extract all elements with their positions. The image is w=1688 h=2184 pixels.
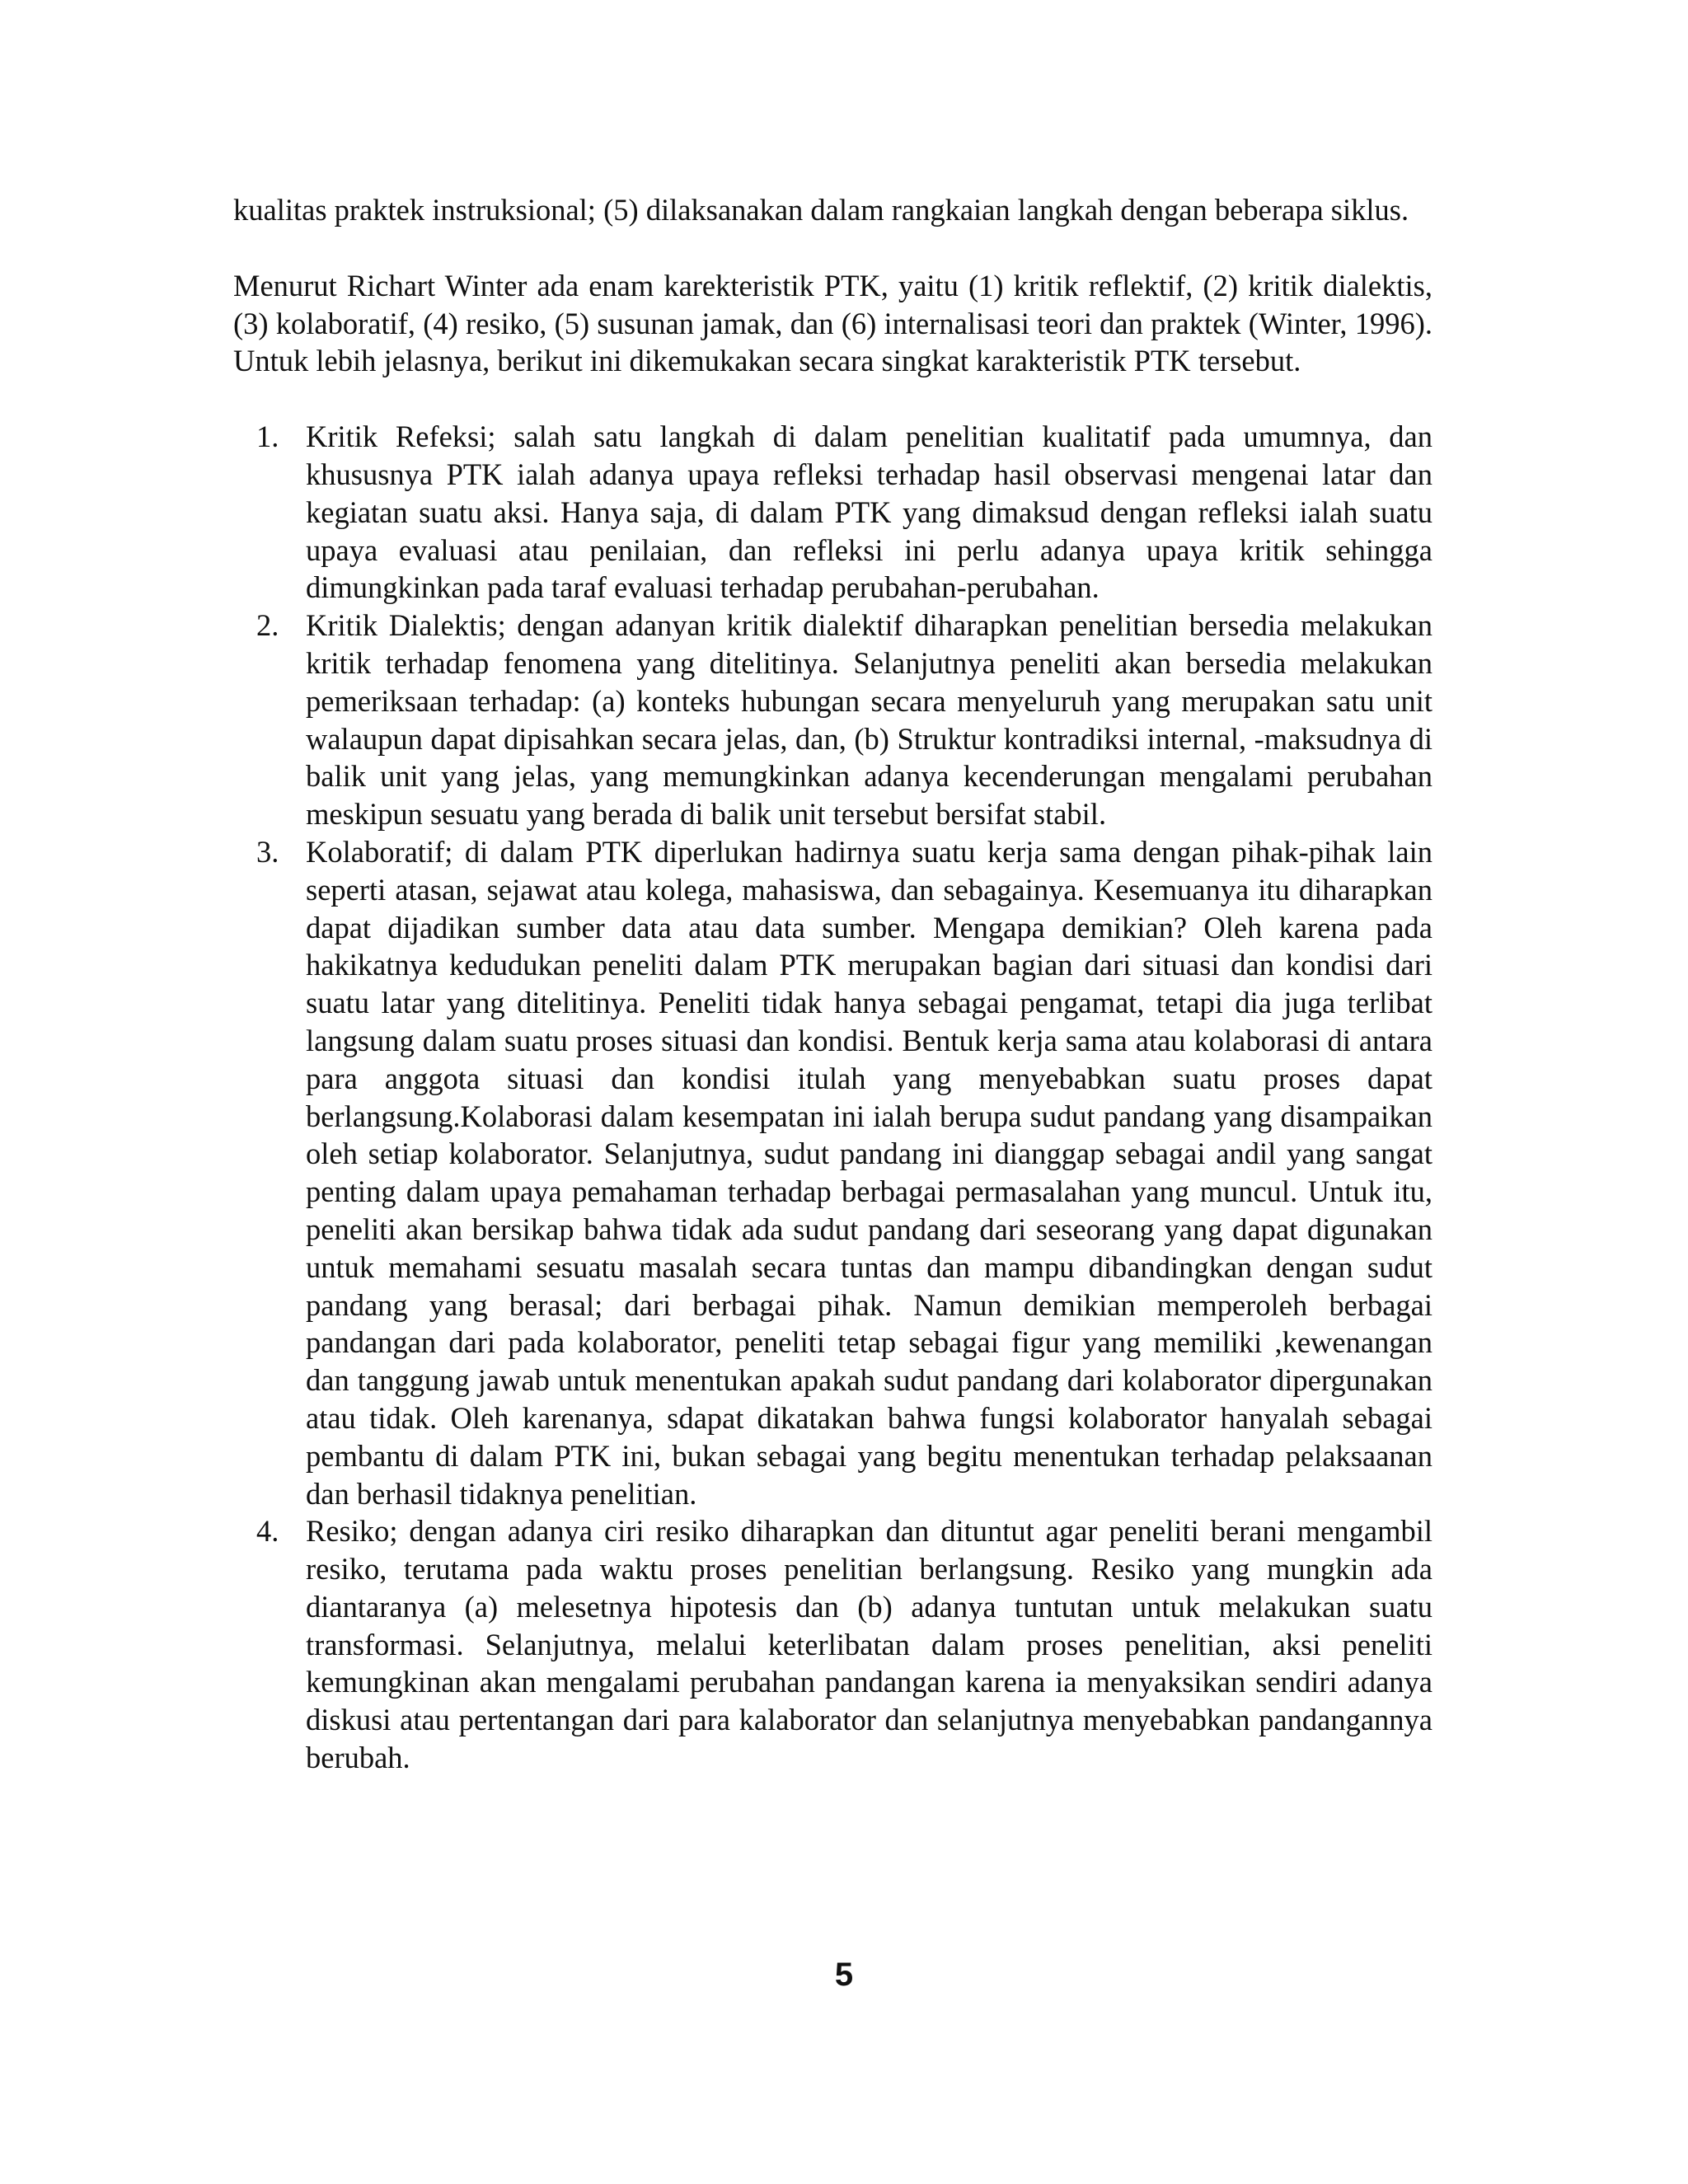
paragraph-continuation: kualitas praktek instruksional; (5) dilaksanakan dalam rangkaian langkah dengan beberapa siklus. <box>233 193 1409 227</box>
list-item <box>233 607 1432 833</box>
list-item <box>233 418 1432 607</box>
page-number: 5 <box>834 1957 854 1993</box>
list-item <box>233 833 1432 1512</box>
document-page <box>233 191 1432 1777</box>
list-item-text: Kolaboratif; di dalam PTK diperlukan hadirnya suatu kerja sama dengan pihak-pihak lain seperti atasan, sejawat atau kolega, mahasiswa, dan sebagainya. Kesemuanya itu diharapkan dapat dijadikan sumber data atau data sumber. Mengapa demikian? Oleh karena pada hakikatnya kedudukan peneliti dalam PTK merupakan bagian dari situasi dan kondisi dari suatu latar yang ditelitinya. Peneliti tidak hanya sebagai pengamat, tetapi dia juga terlibat langsung dalam suatu proses situasi dan kondisi. Bentuk kerja sama atau kolaborasi di antara para anggota situasi dan kondisi itulah yang menyebabkan suatu proses dapat berlangsung.Kolaborasi dalam kesempatan ini ialah berupa sudut pandang yang disampaikan oleh setiap kolaborator. Selanjutnya, sudut pandang ini dianggap sebagai andil yang sangat penting dalam upaya pemahaman terhadap berbagai permasalahan yang muncul. Untuk itu, peneliti akan bersikap bahwa tidak ada sudut pandang dari seseorang yang dapat digunakan untuk memahami sesuatu masalah secara tuntas dan mampu dibandingkan dengan sudut pandang yang berasal; dari berbagai pihak. Namun demikian memperoleh berbagai pandangan dari pada kolaborator, peneliti tetap sebagai figur yang memiliki ,kewenangan dan tanggung jawab untuk menentukan apakah sudut pandang dari kolaborator dipergunakan atau tidak. Oleh karenanya, sdapat dikatakan bahwa fungsi kolaborator hanyalah sebagai pembantu di dalam PTK ini, bukan sebagai yang begitu menentukan terhadap pelaksaanan dan berhasil tidaknya penelitian. <box>306 834 1432 1511</box>
list-item-text: Kritik Refeksi; salah satu langkah di dalam penelitian kualitatif pada umumnya, dan khususnya PTK ialah adanya upaya refleksi terhadap hasil observasi mengenai latar dan kegiatan suatu aksi. Hanya saja, di dalam PTK yang dimaksud dengan refleksi ialah suatu upaya evaluasi atau penilaian, dan refleksi ini perlu adanya upaya kritik sehingga dimungkinkan pada taraf evaluasi terhadap perubahan-perubahan. <box>306 419 1432 605</box>
list-item <box>233 1512 1432 1777</box>
list-item-number: 1. <box>256 419 279 454</box>
paragraph-winter-characteristics: Menurut Richart Winter ada enam karekteristik PTK, yaitu (1) kritik reflektif, (2) kritik dialektis, (3) kolaboratif, (4) resiko, (5) susunan jamak, dan (6) internalisasi teori dan praktek (Winter, 1996). Untuk lebih jelasnya, berikut ini dikemukakan secara singkat karakteristik PTK tersebut. <box>233 268 1432 378</box>
list-item-text: Resiko; dengan adanya ciri resiko diharapkan dan dituntut agar peneliti berani mengambil resiko, terutama pada waktu proses penelitian berlangsung. Resiko yang mungkin ada diantaranya (a) melesetnya hipotesis dan (b) adanya tuntutan untuk melakukan suatu transformasi. Selanjutnya, melalui keterlibatan dalam proses penelitian, aksi peneliti kemungkinan akan mengalami perubahan pandangan karena ia menyaksikan sendiri adanya diskusi atau pertentangan dari para kalaborator dan selanjutnya menyebabkan pandangannya berubah. <box>306 1514 1432 1775</box>
list-item-number: 4. <box>256 1514 279 1549</box>
list-item-text: Kritik Dialektis; dengan adanyan kritik dialektif diharapkan penelitian bersedia melakukan kritik terhadap fenomena yang ditelitinya. Selanjutnya peneliti akan bersedia melakukan pemeriksaan terhadap: (a) konteks hubungan secara menyeluruh yang merupakan satu unit walaupun dapat dipisahkan secara jelas, dan, (b) Struktur kontradiksi internal, -maksudnya di balik unit yang jelas, yang memungkinkan adanya kecenderungan mengalami perubahan meskipun sesuatu yang berada di balik unit tersebut bersifat stabil. <box>306 608 1432 832</box>
characteristics-list <box>233 418 1432 1777</box>
list-item-number: 3. <box>256 834 279 869</box>
list-item-number: 2. <box>256 608 279 643</box>
